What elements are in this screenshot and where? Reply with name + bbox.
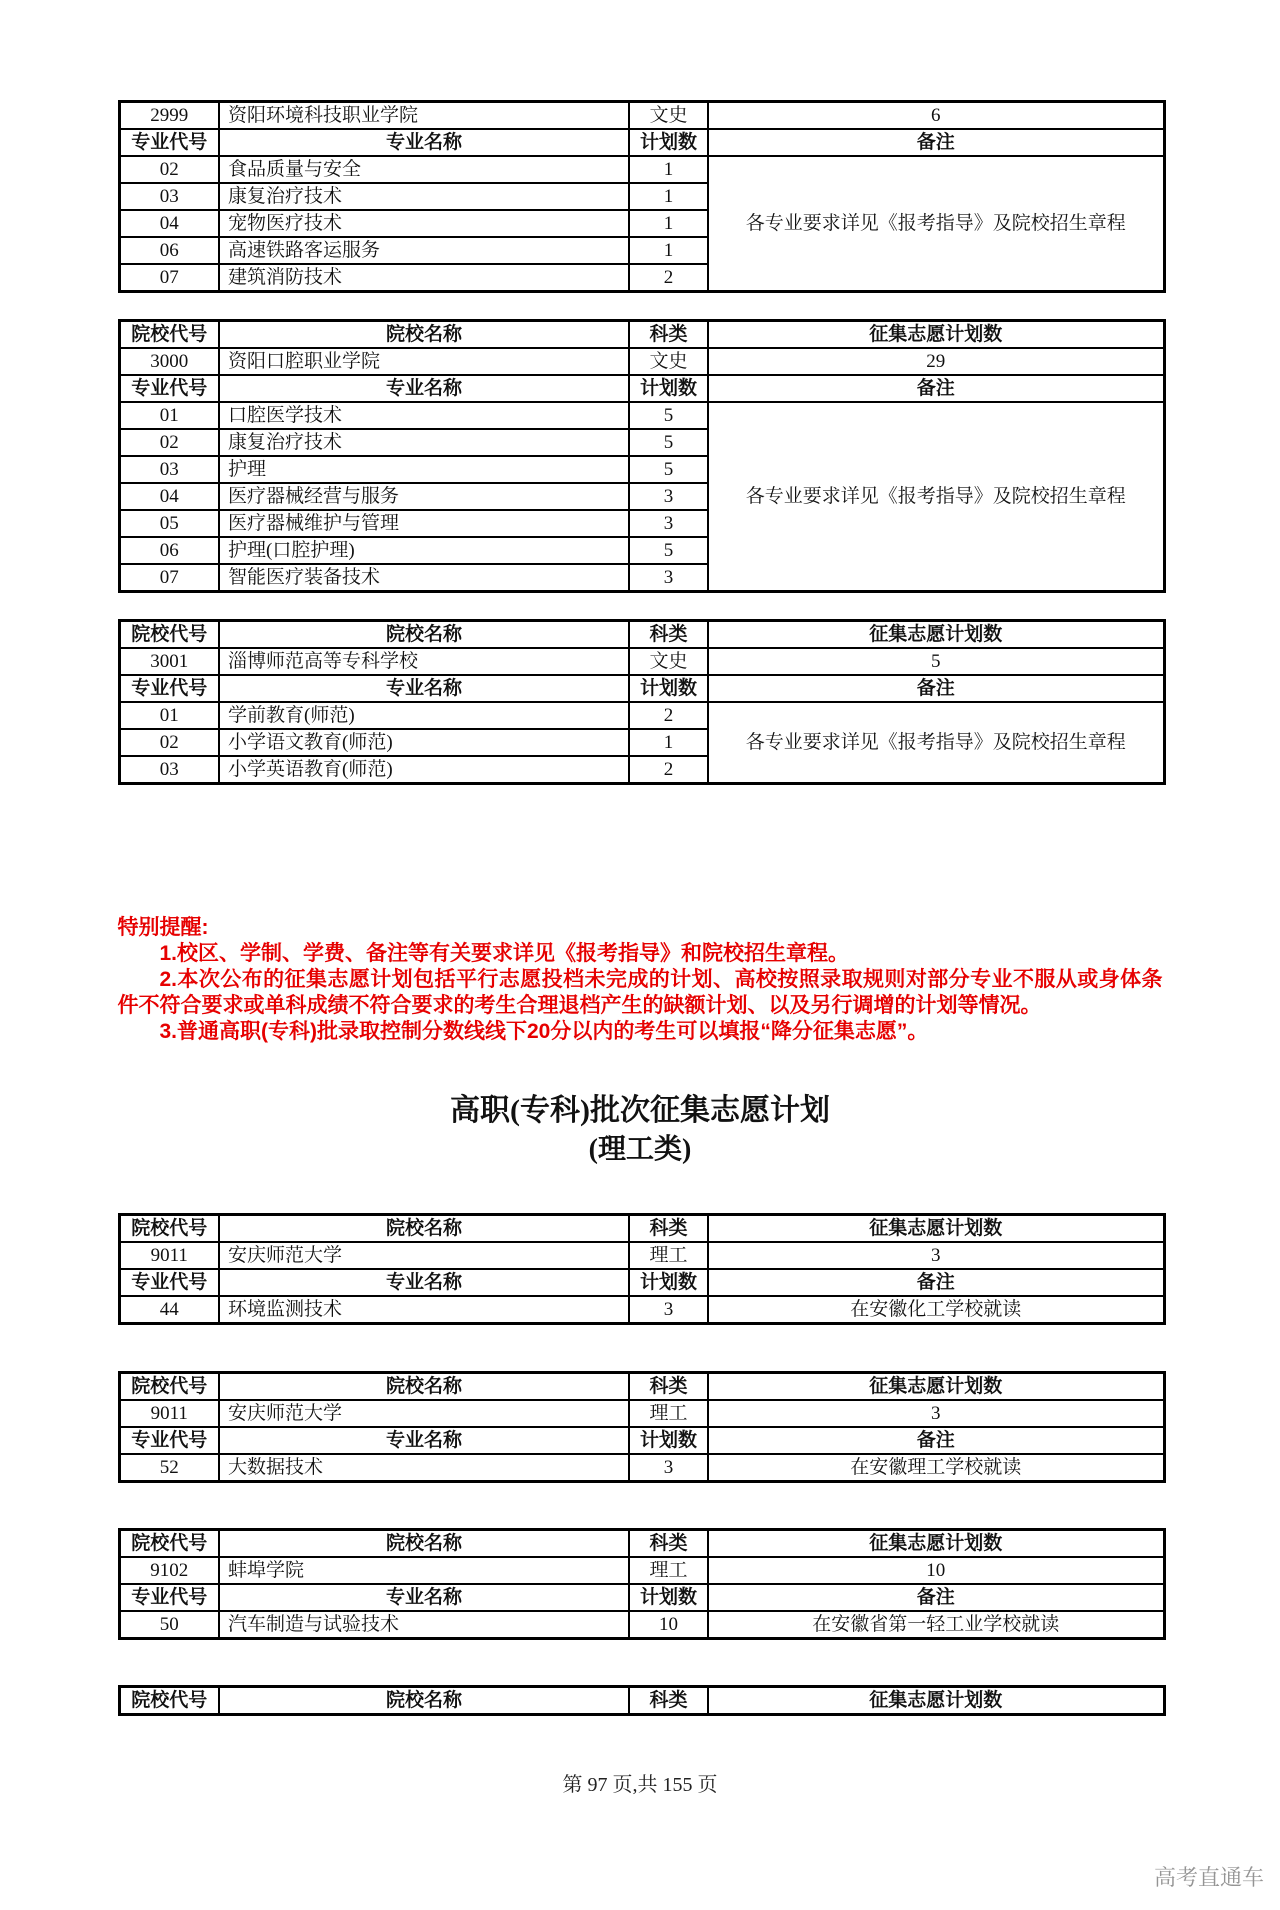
column-header: 科类 xyxy=(629,1373,708,1401)
school-row xyxy=(119,102,1164,130)
column-header: 专业名称 xyxy=(219,375,629,402)
table-cell: 9102 xyxy=(119,1557,219,1584)
major-header-row xyxy=(119,1427,1164,1454)
table-cell: 3001 xyxy=(119,648,219,675)
column-header: 院校代号 xyxy=(119,1215,219,1243)
notice-title: 特别提醒: xyxy=(117,916,209,939)
section-title xyxy=(118,1091,1163,1169)
column-header: 院校名称 xyxy=(219,321,629,349)
school-header-row xyxy=(119,321,1164,349)
column-header: 院校代号 xyxy=(119,1530,219,1558)
column-header: 备注 xyxy=(708,375,1164,402)
plan-table-3000 xyxy=(118,319,1166,593)
table-cell: 医疗器械维护与管理 xyxy=(219,510,629,537)
table-cell: 大数据技术 xyxy=(219,1454,629,1482)
column-header: 征集志愿计划数 xyxy=(708,1373,1164,1401)
table-cell: 各专业要求详见《报考指导》及院校招生章程 xyxy=(708,702,1164,784)
special-notice xyxy=(118,915,1163,1045)
column-header: 征集志愿计划数 xyxy=(708,1215,1164,1243)
table-cell: 05 xyxy=(119,510,219,537)
table-cell: 02 xyxy=(119,429,219,456)
column-header: 院校代号 xyxy=(119,321,219,349)
column-header: 专业名称 xyxy=(219,1269,629,1296)
table-cell: 07 xyxy=(119,264,219,292)
major-row xyxy=(119,402,1164,429)
table-cell: 高速铁路客运服务 xyxy=(219,237,629,264)
column-header: 科类 xyxy=(629,1215,708,1243)
major-row xyxy=(119,702,1164,729)
table-cell: 小学英语教育(师范) xyxy=(219,756,629,784)
table-cell: 建筑消防技术 xyxy=(219,264,629,292)
table-cell: 5 xyxy=(629,429,708,456)
column-header: 征集志愿计划数 xyxy=(708,621,1164,649)
table-cell: 06 xyxy=(119,237,219,264)
page-number: 第 97 页,共 155 页 xyxy=(562,1774,718,1796)
table-cell: 07 xyxy=(119,564,219,592)
table-cell: 3 xyxy=(629,564,708,592)
column-header: 科类 xyxy=(629,1530,708,1558)
column-header: 计划数 xyxy=(629,675,708,702)
major-header-row xyxy=(119,1584,1164,1611)
school-header-row xyxy=(119,1373,1164,1401)
major-row xyxy=(119,156,1164,183)
table-cell: 03 xyxy=(119,183,219,210)
table-cell: 5 xyxy=(629,402,708,429)
table-cell: 文史 xyxy=(629,102,708,130)
school-row xyxy=(119,1557,1164,1584)
column-header: 备注 xyxy=(708,675,1164,702)
table-cell: 03 xyxy=(119,456,219,483)
column-header: 院校代号 xyxy=(119,621,219,649)
column-header: 备注 xyxy=(708,1269,1164,1296)
column-header: 专业代号 xyxy=(119,375,219,402)
table-cell: 医疗器械经营与服务 xyxy=(219,483,629,510)
notice-item: 3.普通高职(专科)批录取控制分数线线下20分以内的考生可以填报“降分征集志愿”。 xyxy=(159,1020,929,1043)
table-cell: 3 xyxy=(629,1454,708,1482)
table-cell: 学前教育(师范) xyxy=(219,702,629,729)
notice-items xyxy=(118,941,1163,1045)
column-header: 征集志愿计划数 xyxy=(708,1687,1164,1715)
column-header: 院校名称 xyxy=(219,1530,629,1558)
table-cell: 04 xyxy=(119,210,219,237)
table-cell: 1 xyxy=(629,210,708,237)
table-cell: 5 xyxy=(708,648,1164,675)
table-cell: 理工 xyxy=(629,1242,708,1269)
column-header: 计划数 xyxy=(629,129,708,156)
table-cell: 10 xyxy=(629,1611,708,1639)
column-header: 院校名称 xyxy=(219,621,629,649)
table-cell: 在安徽理工学校就读 xyxy=(708,1454,1164,1482)
column-header: 备注 xyxy=(708,1584,1164,1611)
column-header: 征集志愿计划数 xyxy=(708,321,1164,349)
column-header: 专业代号 xyxy=(119,675,219,702)
table-cell: 2 xyxy=(629,702,708,729)
table-cell: 蚌埠学院 xyxy=(219,1557,629,1584)
table-cell: 1 xyxy=(629,729,708,756)
table-cell: 小学语文教育(师范) xyxy=(219,729,629,756)
column-header: 专业名称 xyxy=(219,1584,629,1611)
school-row xyxy=(119,648,1164,675)
watermark-label: 高考直通车 xyxy=(1153,1865,1264,1890)
table-cell: 各专业要求详见《报考指导》及院校招生章程 xyxy=(708,402,1164,592)
table-cell: 食品质量与安全 xyxy=(219,156,629,183)
table-cell: 安庆师范大学 xyxy=(219,1400,629,1427)
column-header: 院校代号 xyxy=(119,1373,219,1401)
table-cell: 9011 xyxy=(119,1400,219,1427)
column-header: 院校名称 xyxy=(219,1373,629,1401)
table-cell: 安庆师范大学 xyxy=(219,1242,629,1269)
notice-item: 2.本次公布的征集志愿计划包括平行志愿投档未完成的计划、高校按照录取规则对部分专业不服从或身体条件不符合要求或单科成绩不符合要求的考生合理退档产生的缺额计划、以及另行调增的计划等情况。 xyxy=(117,968,1163,1017)
plan-table-3001 xyxy=(118,619,1166,785)
table-cell: 在安徽省第一轻工业学校就读 xyxy=(708,1611,1164,1639)
table-cell: 康复治疗技术 xyxy=(219,183,629,210)
column-header: 计划数 xyxy=(629,1427,708,1454)
table-cell: 资阳环境科技职业学院 xyxy=(219,102,629,130)
plan-table-9011-a xyxy=(118,1213,1166,1325)
column-header: 科类 xyxy=(629,1687,708,1715)
column-header: 专业名称 xyxy=(219,129,629,156)
table-cell: 52 xyxy=(119,1454,219,1482)
column-header: 专业名称 xyxy=(219,675,629,702)
section-title-line1: 高职(专科)批次征集志愿计划 xyxy=(450,1094,830,1127)
table-cell: 44 xyxy=(119,1296,219,1324)
table-cell: 3 xyxy=(629,483,708,510)
major-header-row xyxy=(119,675,1164,702)
table-cell: 3 xyxy=(629,1296,708,1324)
table-cell: 环境监测技术 xyxy=(219,1296,629,1324)
table-cell: 在安徽化工学校就读 xyxy=(708,1296,1164,1324)
table-cell: 1 xyxy=(629,237,708,264)
table-cell: 2999 xyxy=(119,102,219,130)
school-header-row xyxy=(119,621,1164,649)
table-cell: 01 xyxy=(119,702,219,729)
table-cell: 10 xyxy=(708,1557,1164,1584)
document-page xyxy=(0,100,1280,1910)
table-cell: 9011 xyxy=(119,1242,219,1269)
table-cell: 文史 xyxy=(629,648,708,675)
table-cell: 资阳口腔职业学院 xyxy=(219,348,629,375)
major-row xyxy=(119,1611,1164,1639)
school-row xyxy=(119,348,1164,375)
major-header-row xyxy=(119,129,1164,156)
column-header: 专业名称 xyxy=(219,1427,629,1454)
table-cell: 3 xyxy=(708,1400,1164,1427)
column-header: 计划数 xyxy=(629,1269,708,1296)
school-header-row xyxy=(119,1530,1164,1558)
school-row xyxy=(119,1400,1164,1427)
column-header: 征集志愿计划数 xyxy=(708,1530,1164,1558)
major-row xyxy=(119,1296,1164,1324)
table-cell: 理工 xyxy=(629,1400,708,1427)
school-header-row xyxy=(119,1687,1164,1715)
column-header: 科类 xyxy=(629,621,708,649)
table-cell: 29 xyxy=(708,348,1164,375)
table-cell: 口腔医学技术 xyxy=(219,402,629,429)
table-cell: 汽车制造与试验技术 xyxy=(219,1611,629,1639)
column-header: 计划数 xyxy=(629,375,708,402)
table-cell: 02 xyxy=(119,156,219,183)
table-cell: 智能医疗装备技术 xyxy=(219,564,629,592)
column-header: 院校名称 xyxy=(219,1215,629,1243)
table-cell: 3 xyxy=(629,510,708,537)
table-cell: 5 xyxy=(629,456,708,483)
plan-table-9102 xyxy=(118,1528,1166,1640)
table-cell: 6 xyxy=(708,102,1164,130)
table-cell: 护理(口腔护理) xyxy=(219,537,629,564)
table-cell: 宠物医疗技术 xyxy=(219,210,629,237)
column-header: 备注 xyxy=(708,129,1164,156)
table-cell: 1 xyxy=(629,156,708,183)
column-header: 专业代号 xyxy=(119,129,219,156)
plan-table-9011-b xyxy=(118,1371,1166,1483)
table-cell: 50 xyxy=(119,1611,219,1639)
column-header: 专业代号 xyxy=(119,1584,219,1611)
school-row xyxy=(119,1242,1164,1269)
table-cell: 各专业要求详见《报考指导》及院校招生章程 xyxy=(708,156,1164,292)
table-cell: 理工 xyxy=(629,1557,708,1584)
plan-table-header-only xyxy=(118,1685,1166,1716)
table-cell: 3000 xyxy=(119,348,219,375)
column-header: 专业代号 xyxy=(119,1269,219,1296)
column-header: 院校名称 xyxy=(219,1687,629,1715)
notice-item: 1.校区、学制、学费、备注等有关要求详见《报考指导》和院校招生章程。 xyxy=(159,942,850,965)
table-cell: 2 xyxy=(629,264,708,292)
table-cell: 淄博师范高等专科学校 xyxy=(219,648,629,675)
table-cell: 文史 xyxy=(629,348,708,375)
table-cell: 康复治疗技术 xyxy=(219,429,629,456)
table-cell: 2 xyxy=(629,756,708,784)
major-header-row xyxy=(119,375,1164,402)
table-cell: 01 xyxy=(119,402,219,429)
column-header: 计划数 xyxy=(629,1584,708,1611)
table-cell: 3 xyxy=(708,1242,1164,1269)
column-header: 院校代号 xyxy=(119,1687,219,1715)
plan-table-2999 xyxy=(118,100,1166,293)
column-header: 科类 xyxy=(629,321,708,349)
table-cell: 04 xyxy=(119,483,219,510)
column-header: 备注 xyxy=(708,1427,1164,1454)
page-content xyxy=(118,100,1163,1797)
table-cell: 护理 xyxy=(219,456,629,483)
major-row xyxy=(119,1454,1164,1482)
table-cell: 06 xyxy=(119,537,219,564)
section-title-line2: (理工类) xyxy=(588,1134,692,1165)
table-cell: 1 xyxy=(629,183,708,210)
table-cell: 02 xyxy=(119,729,219,756)
major-header-row xyxy=(119,1269,1164,1296)
school-header-row xyxy=(119,1215,1164,1243)
table-cell: 03 xyxy=(119,756,219,784)
table-cell: 5 xyxy=(629,537,708,564)
column-header: 专业代号 xyxy=(119,1427,219,1454)
